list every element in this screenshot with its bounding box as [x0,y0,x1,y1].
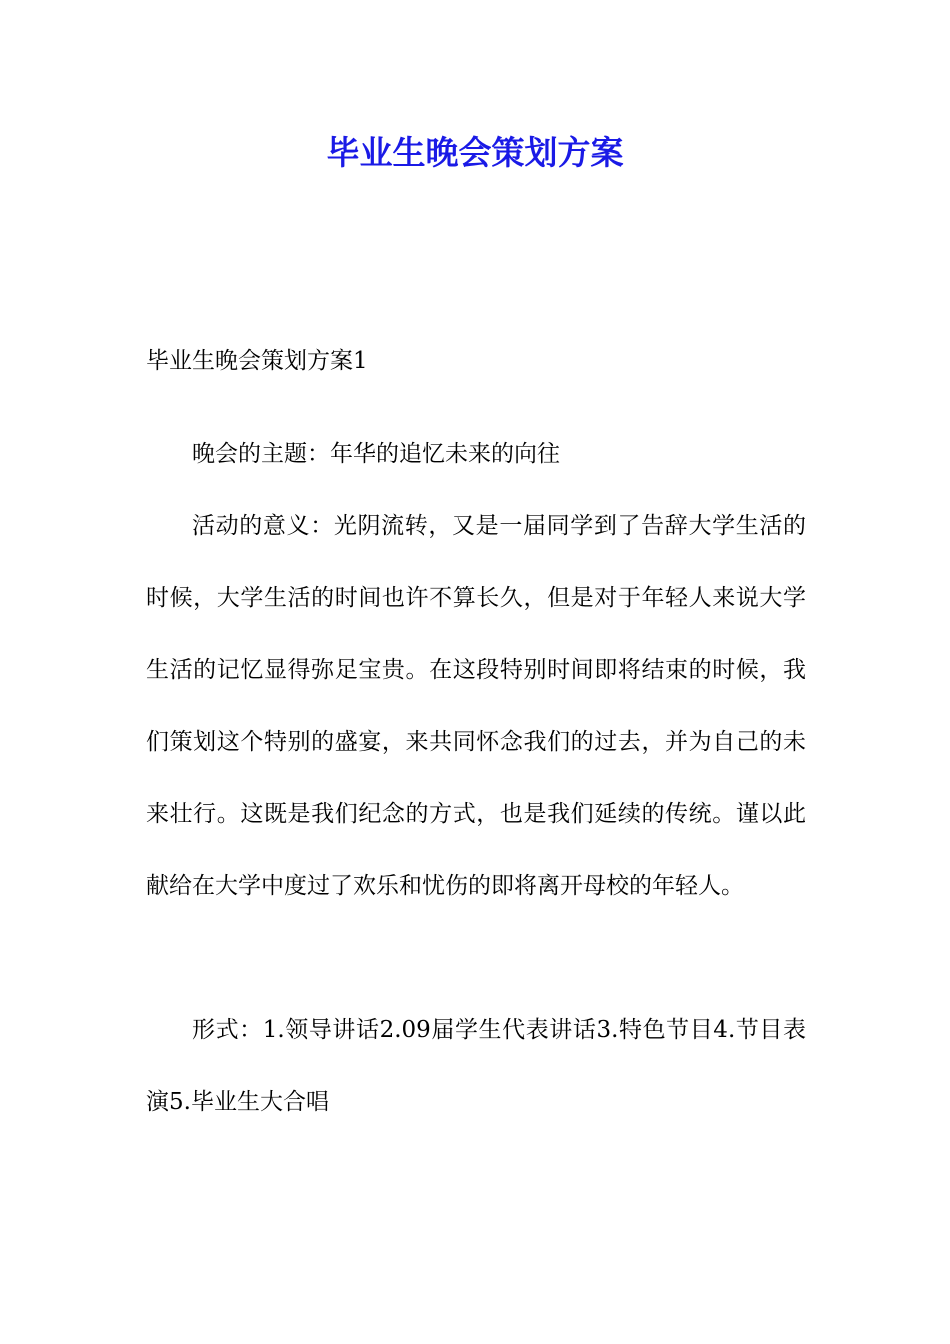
document-title: 毕业生晚会策划方案 [326,133,624,172]
paragraph-meaning: 活动的意义：光阴流转，又是一届同学到了告辞大学生活的时候，大学生活的时间也许不算长久，但是对于年轻人来说大学生活的记忆显得弥足宝贵。在这段特别时间即将结束的时候，我们策划这个特别的盛宴，来共同怀念我们的过去，并为自己的未来壮行。这既是我们纪念的方式，也是我们延续的传统。谨以此献给在大学中度过了欢乐和忧伤的即将离开母校的年轻人。 [146,513,806,899]
section-heading: 毕业生晚会策划方案1 [146,348,368,374]
paragraph-theme: 晚会的主题：年华的追忆未来的向往 [192,441,560,467]
document-body [146,342,806,1138]
paragraph-form: 形式：1.领导讲话2.09届学生代表讲话3.特色节目4.节目表演5.毕业生大合唱 [146,1017,806,1115]
